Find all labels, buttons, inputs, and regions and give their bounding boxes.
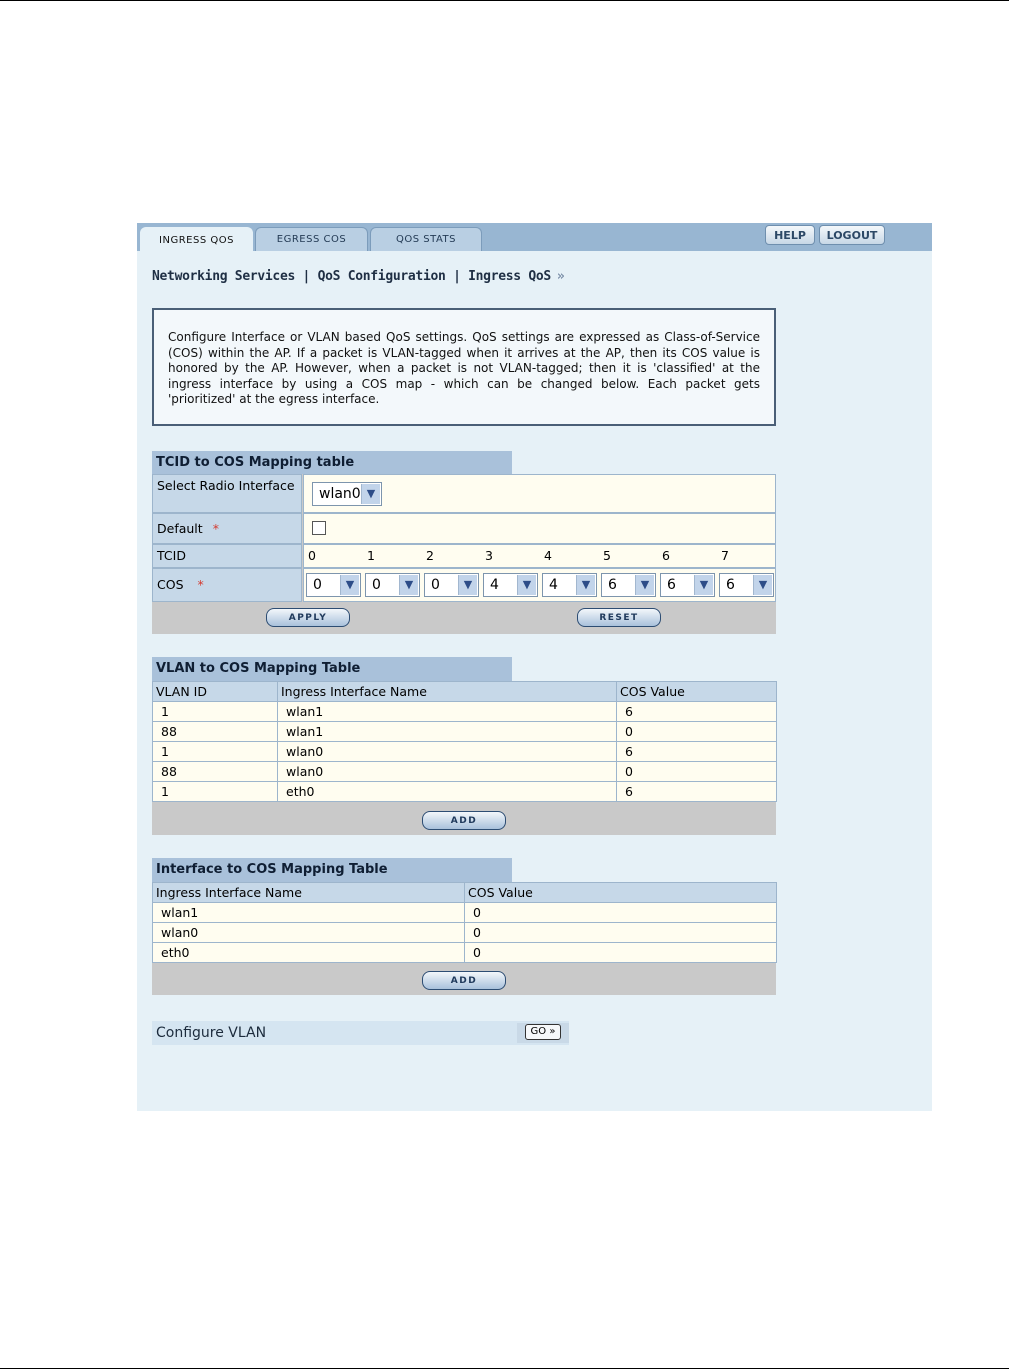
column-header: Ingress Interface Name	[153, 883, 465, 903]
interface-cell: wlan0	[278, 742, 617, 762]
breadcrumb-text: Networking Services | QoS Configuration | Ingress QoS	[152, 269, 551, 284]
required-mark: *	[197, 577, 204, 592]
radio-interface-cell	[303, 474, 776, 513]
configure-vlan-label: Configure VLAN	[156, 1025, 267, 1041]
vlan-id-cell: 1	[153, 782, 278, 802]
cos-value-cell: 0	[465, 903, 777, 923]
tcid-value: 7	[721, 548, 729, 563]
tcid-value: 1	[367, 548, 375, 563]
radio-interface-label: Select Radio Interface	[152, 474, 302, 513]
cos-value-cell: 0	[465, 923, 777, 943]
cos-values-cell	[303, 568, 776, 602]
cos-value-cell: 6	[617, 742, 777, 762]
vlan-id-cell: 1	[153, 702, 278, 722]
vlan-id-cell: 88	[153, 762, 278, 782]
table-row[interactable]	[153, 923, 777, 943]
cos-select[interactable]	[365, 573, 420, 597]
default-checkbox[interactable]	[312, 521, 326, 535]
tcid-row	[152, 544, 776, 568]
cos-select[interactable]	[483, 573, 538, 597]
chevron-down-icon: ▼	[753, 575, 772, 595]
chevron-down-icon: ▼	[517, 575, 536, 595]
vlan-add-button[interactable]: ADD	[422, 811, 506, 830]
cos-select[interactable]	[601, 573, 656, 597]
cos-select[interactable]	[424, 573, 479, 597]
configure-vlan-go-cell	[517, 1023, 569, 1043]
cos-label	[152, 568, 302, 602]
qos-app-window	[137, 223, 932, 1111]
chevron-down-icon: ▼	[361, 484, 380, 504]
cos-select-value: 0	[313, 577, 322, 593]
vlan-id-cell: 88	[153, 722, 278, 742]
cos-select[interactable]	[542, 573, 597, 597]
cos-select[interactable]	[719, 573, 774, 597]
default-cell	[303, 513, 776, 544]
interface-cell: wlan1	[278, 702, 617, 722]
cos-select[interactable]	[660, 573, 715, 597]
cos-row	[152, 568, 776, 602]
description-box: Configure Interface or VLAN based QoS settings. QoS settings are expressed as Class-of-Service (COS) within the AP. If a packet is VLAN-tagged when it arrives at the AP, then its COS value is honored by the AP. However, when a packet is not VLAN-tagged; then it is 'classified' at the ingress interface by using a COS map - which can be changed below. Each packet gets 'prioritized' at the egress interface.	[152, 308, 776, 426]
default-label	[152, 513, 302, 544]
chevron-down-icon: ▼	[635, 575, 654, 595]
cos-select-value: 6	[726, 577, 735, 593]
cos-select-value: 6	[667, 577, 676, 593]
interface-cell: wlan1	[278, 722, 617, 742]
help-button[interactable]: HELP	[765, 225, 815, 245]
interface-cell: eth0	[278, 782, 617, 802]
go-button[interactable]: GO »	[525, 1024, 561, 1040]
cos-select-value: 0	[372, 577, 381, 593]
tab-qos-stats[interactable]: QOS STATS	[370, 227, 482, 251]
cos-select-value: 0	[431, 577, 440, 593]
cos-select[interactable]	[306, 573, 361, 597]
iface-cos-table	[152, 882, 777, 963]
table-row[interactable]	[153, 722, 777, 742]
chevron-down-icon: ▼	[340, 575, 359, 595]
table-row[interactable]	[153, 943, 777, 963]
interface-cell: wlan0	[278, 762, 617, 782]
required-mark: *	[212, 521, 219, 536]
iface-add-button[interactable]: ADD	[422, 971, 506, 990]
tab-egress-cos[interactable]: EGRESS COS	[255, 227, 368, 251]
cos-select-value: 6	[608, 577, 617, 593]
chevron-down-icon: ▼	[399, 575, 418, 595]
breadcrumb-arrow-icon: »	[556, 269, 565, 284]
top-rule	[0, 0, 1009, 1]
column-header: COS Value	[617, 682, 777, 702]
bottom-rule	[0, 1368, 1009, 1369]
cos-value-cell: 6	[617, 702, 777, 722]
default-row	[152, 513, 776, 544]
table-row[interactable]	[153, 762, 777, 782]
tcid-value: 0	[308, 548, 316, 563]
interface-cell: wlan1	[153, 903, 465, 923]
table-row[interactable]	[153, 782, 777, 802]
table-row[interactable]	[153, 742, 777, 762]
cos-value-cell: 0	[465, 943, 777, 963]
cos-value-cell: 6	[617, 782, 777, 802]
tcid-values-cell	[303, 544, 776, 568]
radio-interface-select[interactable]	[312, 482, 382, 506]
tcid-value: 5	[603, 548, 611, 563]
cos-value-cell: 0	[617, 762, 777, 782]
table-row[interactable]	[153, 702, 777, 722]
table-header-row	[153, 883, 777, 903]
chevron-down-icon: ▼	[458, 575, 477, 595]
interface-cell: wlan0	[153, 923, 465, 943]
column-header: Ingress Interface Name	[278, 682, 617, 702]
tcid-table-panel	[152, 474, 776, 634]
tcid-value: 6	[662, 548, 670, 563]
radio-interface-value: wlan0	[319, 486, 361, 502]
tcid-value: 4	[544, 548, 552, 563]
iface-table-title: Interface to COS Mapping Table	[152, 858, 512, 882]
table-row[interactable]	[153, 903, 777, 923]
apply-button[interactable]: APPLY	[266, 608, 350, 627]
radio-interface-row	[152, 474, 776, 513]
configure-vlan-bar	[152, 1021, 569, 1045]
default-label-text: Default	[157, 521, 203, 536]
chevron-down-icon: ▼	[576, 575, 595, 595]
vlan-cos-table	[152, 681, 777, 802]
vlan-table-title: VLAN to COS Mapping Table	[152, 657, 512, 681]
breadcrumb	[152, 269, 564, 284]
tcid-value: 2	[426, 548, 434, 563]
tab-bar	[137, 223, 932, 251]
logout-button[interactable]: LOGOUT	[819, 225, 885, 245]
tcid-table-title: TCID to COS Mapping table	[152, 451, 512, 475]
chevron-down-icon: ▼	[694, 575, 713, 595]
interface-cell: eth0	[153, 943, 465, 963]
column-header: COS Value	[465, 883, 777, 903]
cos-label-text: COS	[157, 577, 184, 592]
vlan-id-cell: 1	[153, 742, 278, 762]
tcid-label: TCID	[152, 544, 302, 568]
cos-select-value: 4	[490, 577, 499, 593]
table-header-row	[153, 682, 777, 702]
cos-select-value: 4	[549, 577, 558, 593]
cos-value-cell: 0	[617, 722, 777, 742]
tcid-value: 3	[485, 548, 493, 563]
reset-button[interactable]: RESET	[577, 608, 661, 627]
tab-ingress-qos[interactable]: INGRESS QOS	[140, 227, 253, 252]
column-header: VLAN ID	[153, 682, 278, 702]
